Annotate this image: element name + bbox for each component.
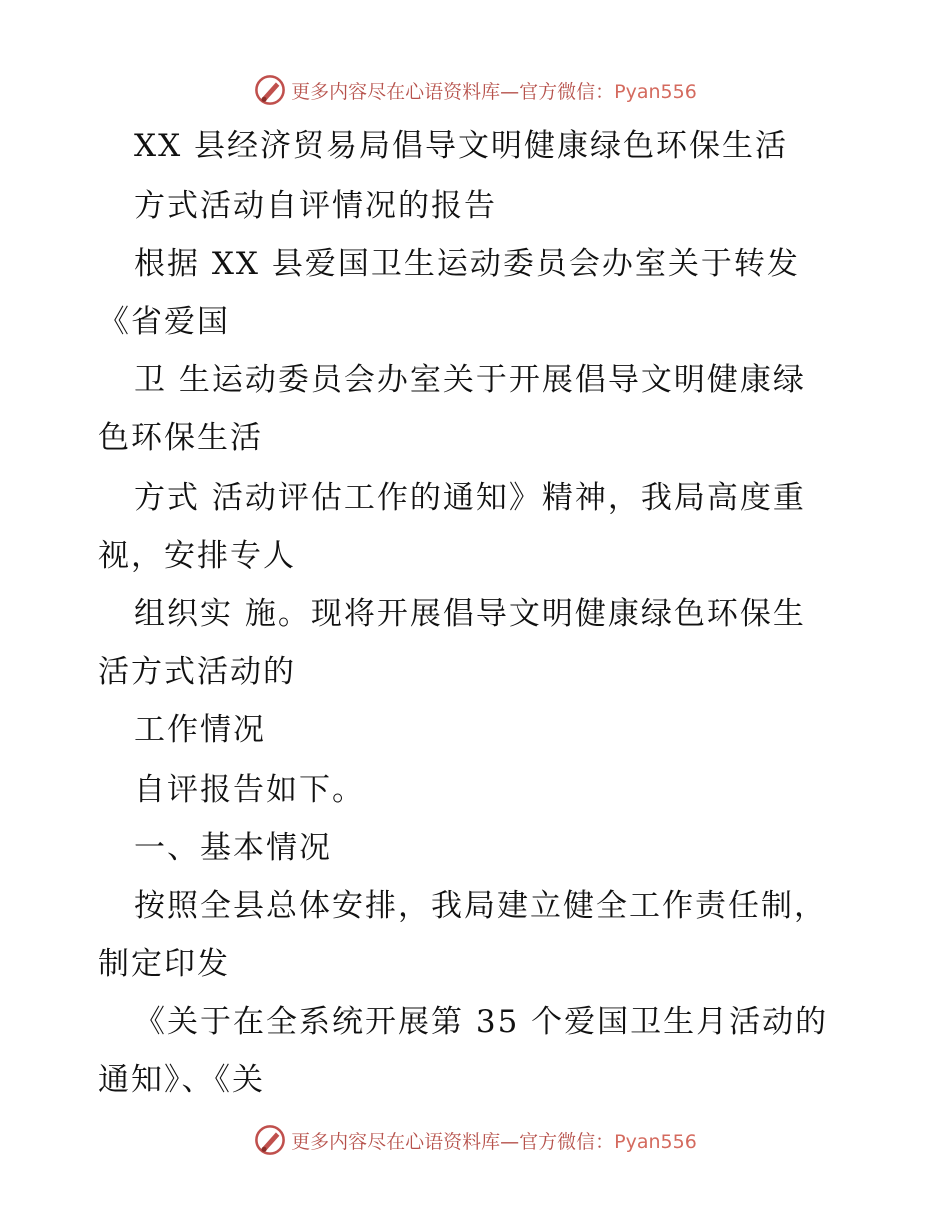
paragraph-line: 工作情况	[134, 712, 266, 748]
paragraph-line: 视，安排专人	[98, 538, 296, 574]
document-title-line-1: XX 县经济贸易局倡导文明健康绿色环保生活	[134, 128, 788, 164]
seal-logo-icon	[253, 1123, 287, 1157]
watermark-text: 更多内容尽在心语资料库—官方微信：Pyan556	[291, 1130, 697, 1153]
paragraph-line: 《省爱国	[98, 304, 230, 340]
paragraph-line: 卫 生运动委员会办室关于开展倡导文明健康绿	[134, 362, 806, 398]
section-heading: 一、基本情况	[134, 830, 332, 866]
document-title-line-2: 方式活动自评情况的报告	[134, 188, 497, 224]
paragraph-line: 制定印发	[98, 946, 230, 982]
paragraph-line: 通知》、《关	[98, 1062, 265, 1098]
paragraph-line: 按照全县总体安排，我局建立健全工作责任制，	[134, 888, 827, 924]
paragraph-line: 活方式活动的	[98, 654, 296, 690]
watermark-text: 更多内容尽在心语资料库—官方微信：Pyan556	[291, 80, 697, 103]
paragraph-line: 根据 XX 县爱国卫生运动委员会办室关于转发	[134, 246, 800, 282]
paragraph-line: 色环保生活	[98, 420, 263, 456]
paragraph-line: 《关于在全系统开展第 35 个爱国卫生月活动的	[134, 1004, 829, 1040]
paragraph-line: 方式 活动评估工作的通知》精神，我局高度重	[134, 480, 806, 516]
paragraph-line: 自评报告如下。	[134, 772, 365, 808]
footer-watermark	[0, 1120, 950, 1160]
paragraph-line: 组织实 施。现将开展倡导文明健康绿色环保生	[134, 596, 806, 632]
